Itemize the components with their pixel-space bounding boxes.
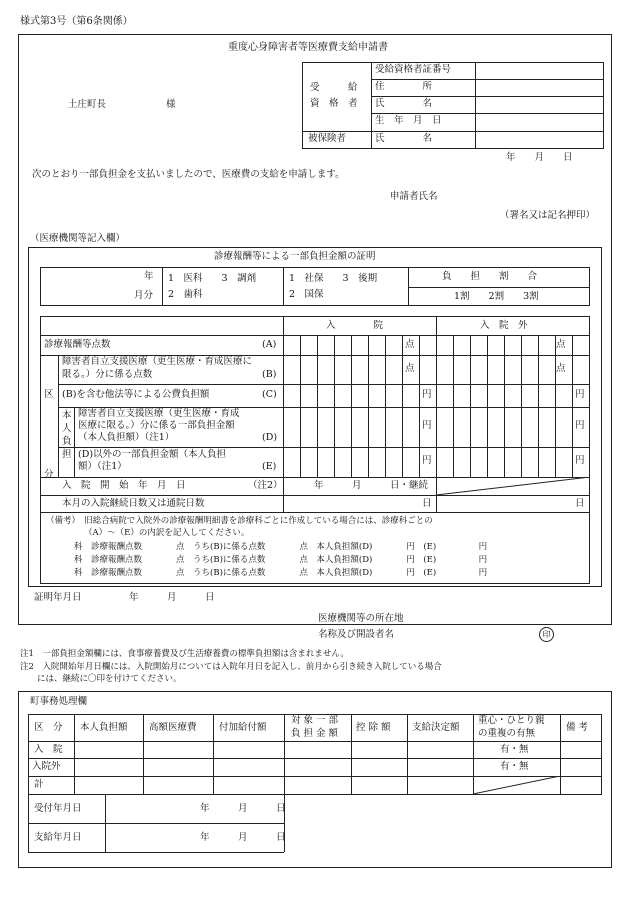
remarks-line-1: 科 診療報酬点数 点 うち(B)に係る点数 点 本人負担額(D) 円 (E) 円 <box>74 542 488 552</box>
ratio-title: 負 担 割 合 <box>442 271 538 282</box>
days-inpatient-unit: 日 <box>422 498 432 509</box>
outer-top-border <box>18 34 612 35</box>
office-row-inpatient: 入 院 <box>34 744 63 755</box>
office-header-category: 区 分 <box>34 722 63 733</box>
certificate-title: 診療報酬等による一部負担金額の証明 <box>214 251 376 262</box>
office-header-remarks: 備 考 <box>566 722 589 733</box>
mark-b: (B) <box>262 369 277 380</box>
row-e-line-2: 額）（注1） <box>78 461 127 472</box>
honnin-2: 人 <box>62 423 72 434</box>
certificate-number-label: 受給資格者証番号 <box>375 64 452 75</box>
dept-line-1: 1 医科 3 調剤 <box>168 273 257 284</box>
insured-label: 被保険者 <box>308 133 347 144</box>
office-row-outpatient: 入院外 <box>32 761 61 772</box>
category-ku: 区 <box>44 389 54 400</box>
remarks-line-2: 科 診療報酬点数 点 うち(B)に係る点数 点 本人負担額(D) 円 (E) 円 <box>74 555 488 565</box>
honnin-4: 担 <box>62 449 72 460</box>
insurance-line-1: 1 社保 3 後期 <box>289 273 378 284</box>
row-a-outpatient-unit: 点 <box>556 339 566 350</box>
points-row-label: 診療報酬等点数 <box>44 339 111 350</box>
office-header-decided: 支給決定額 <box>412 722 460 733</box>
start-row-value: 年 月 日・継続 <box>314 480 429 491</box>
row-d-line-3: （本人負担額）（注1） <box>78 432 175 443</box>
address-label: 住 所 <box>375 81 433 92</box>
office-header-high-cost: 高額医療費 <box>149 722 197 733</box>
mark-c: (C) <box>262 389 277 400</box>
received-date-label: 受付年月日 <box>34 803 82 814</box>
recipient-label-1: 受 給 <box>310 82 358 93</box>
outer-top-section-bottom <box>18 624 612 625</box>
row-b-line-1: 障害者自立支援医療（更生医療・育成医療に <box>62 356 253 367</box>
row-e-inpatient-unit: 円 <box>422 455 432 466</box>
row-d-inpatient-unit: 円 <box>422 420 432 431</box>
days-row-label: 本月の入院継続日数又は通院日数 <box>62 498 205 509</box>
signature-note: （署名又は記名押印） <box>500 210 596 221</box>
dept-line-2: 2 歯科 <box>168 289 203 300</box>
row-c-label: (B)を含む他法等による公費負担額 <box>62 389 210 400</box>
office-section-label: 町事務処理欄 <box>30 696 88 707</box>
application-date: 年 月 日 <box>506 152 573 163</box>
row-d-outpatient-unit: 円 <box>575 420 585 431</box>
honnin-1: 本 <box>62 410 72 421</box>
row-b-outpatient-unit: 点 <box>556 363 566 374</box>
office-row-total: 計 <box>34 779 44 790</box>
office-header-target-2: 負 担 金 額 <box>291 728 339 739</box>
insured-name-label: 氏 名 <box>375 133 433 144</box>
row-c-inpatient-unit: 円 <box>422 389 432 400</box>
paid-date-label: 支給年月日 <box>34 832 82 843</box>
institution-name-label: 名称及び開設者名 <box>318 629 395 640</box>
office-header-self-pay: 本人負担額 <box>80 722 128 733</box>
remarks-head: （備考） 旧総合病院で入院外の診療報酬明細書を診療科ごとに作成している場合には、診療科ごとの <box>46 516 433 526</box>
remarks-head-2: （A）～（E）の内訳を記入してください。 <box>84 528 250 538</box>
inpatient-header: 入 院 <box>326 320 384 331</box>
header-year-label: 年 <box>144 271 154 282</box>
office-header-deduction: 控 除 額 <box>356 722 391 733</box>
mark-a: (A) <box>262 339 277 350</box>
row-c-outpatient-unit: 円 <box>575 389 585 400</box>
header-month-label: 月分 <box>134 290 154 301</box>
row-b-inpatient-unit: 点 <box>405 363 415 374</box>
office-header-duplicate-2: の重複の有無 <box>478 728 536 739</box>
addressee-honorific: 様 <box>166 99 176 110</box>
ratio-options: 1割 2割 3割 <box>454 291 539 302</box>
applicant-name-label: 申請者氏名 <box>390 191 438 202</box>
application-statement: 次のとおり一部負担金を支払いましたので、医療費の支給を申請します。 <box>32 169 345 180</box>
office-header-duplicate-1: 重心・ひとり親 <box>478 715 545 726</box>
row-d-line-2: 医療に限る。）分に係る一部負担金額 <box>78 420 235 431</box>
form-number: 様式第3号（第6条関係） <box>20 16 133 27</box>
outpatient-yes-no: 有・無 <box>500 761 529 772</box>
outer-right-border <box>611 34 612 624</box>
medical-section-label: （医療機関等記入欄） <box>30 233 126 244</box>
office-header-additional: 付加給付額 <box>219 722 267 733</box>
addressee-mayor: 土庄町長 <box>68 99 107 110</box>
name-label: 氏 名 <box>375 98 433 109</box>
row-e-outpatient-unit: 円 <box>575 455 585 466</box>
recipient-label-2: 資 格 者 <box>310 98 358 109</box>
row-a-inpatient-unit: 点 <box>405 339 415 350</box>
total-row-diagonal <box>473 776 560 794</box>
institution-address-label: 医療機関等の所在地 <box>318 613 404 624</box>
note-2: 注2 入院開始年月日欄には、入院開始月については入院年月日を記入し、前月から引き続き入院している場合 <box>20 662 442 672</box>
certification-date: 証明年月日 年 月 日 <box>34 592 215 603</box>
outpatient-header: 入 院 外 <box>480 320 528 331</box>
row-d-line-1: 障害者自立支援医療（更生医療・育成 <box>78 408 240 419</box>
document-title: 重度心身障害者等医療費支給申請書 <box>228 42 388 53</box>
mark-e: (E) <box>262 461 277 472</box>
start-row-outpatient-diagonal <box>436 477 590 495</box>
paid-date-value: 年 月 日 <box>200 832 286 843</box>
days-outpatient-unit: 日 <box>575 498 585 509</box>
start-row-note: （注2） <box>248 480 283 491</box>
honnin-3: 負 <box>62 436 72 447</box>
note-2-continued: には、継続に〇印を付けてください。 <box>20 674 182 684</box>
remarks-line-3: 科 診療報酬点数 点 うち(B)に係る点数 点 本人負担額(D) 円 (E) 円 <box>74 568 488 578</box>
outer-left-border <box>18 34 19 624</box>
birthdate-label: 生 年 月 日 <box>375 115 442 126</box>
received-date-value: 年 月 日 <box>200 803 286 814</box>
note-1: 注1 一部負担金額欄には、食事療養費及び生活療養費の標準負担額は含まれません。 <box>20 649 349 659</box>
office-header-target-1: 対 象 一 部 <box>291 715 339 726</box>
seal-mark-icon: 印 <box>539 627 554 642</box>
insurance-line-2: 2 国保 <box>289 289 324 300</box>
row-e-line-1: (D)以外の一部負担金額（本人負担 <box>78 449 227 460</box>
row-b-line-2: 限る。）分に係る点数 <box>62 369 153 380</box>
category-bun: 分 <box>44 469 54 480</box>
inpatient-yes-no: 有・無 <box>500 744 529 755</box>
mark-d: (D) <box>262 432 278 443</box>
start-row-label: 入 院 開 始 年 月 日 <box>62 480 186 491</box>
